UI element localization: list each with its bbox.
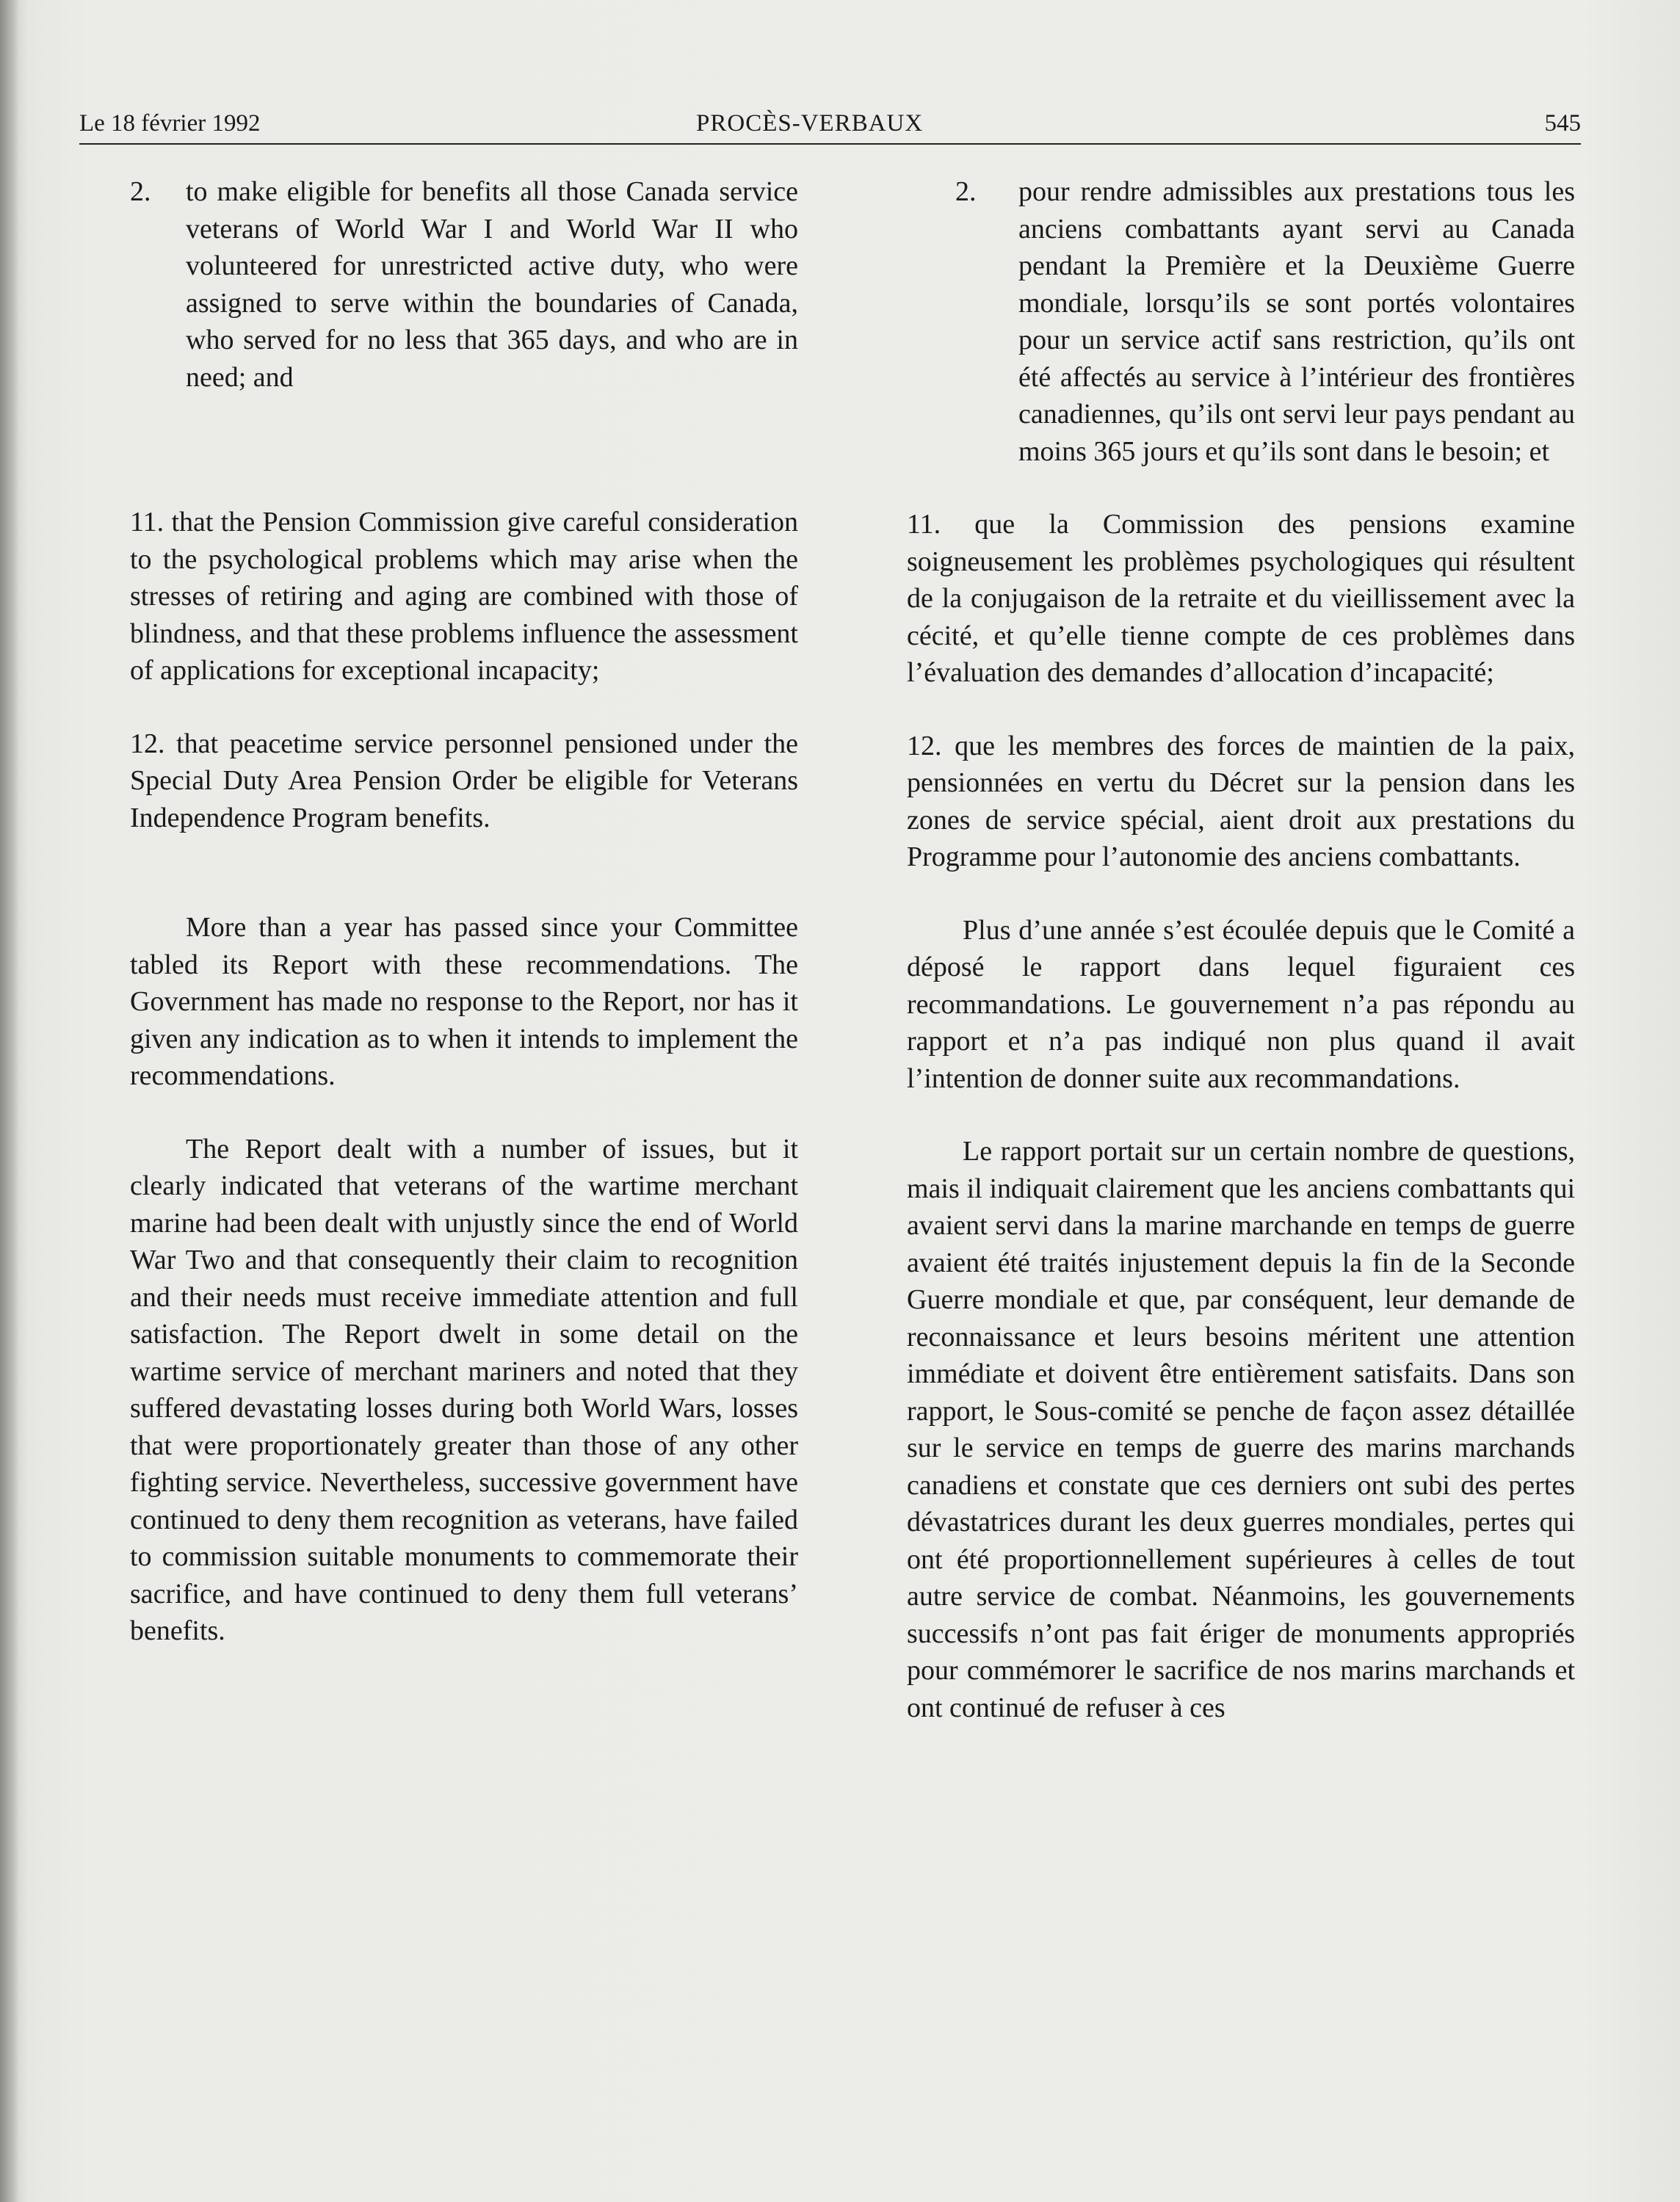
recommendation-11-en (130, 504, 798, 689)
french-column (907, 173, 1575, 1762)
item-text: que la Commission des pensions examine soigneusement les problèmes psychologiques qui résultent de la conjugaison de la retraite et du vieillissement avec la cécité, et qu’elle tienne compte de ces problèmes dans l’évaluation des demandes d’allocation d’incapacité; (907, 509, 1576, 688)
header-page-number: 545 (1544, 110, 1581, 137)
recommendation-2-en (130, 173, 798, 396)
item-number: 12. (907, 730, 942, 761)
recommendation-12-en (130, 725, 798, 837)
recommendation-2-fr (907, 173, 1575, 470)
english-column (130, 173, 798, 1686)
item-text: que les membres des forces de maintien de la paix, pensionnées en vertu du Décret sur la pension dans les zones de service spécial, aient droit aux prestations du Programme pour l’autonomie des anciens combattants. (907, 730, 1575, 872)
paragraph-merchant-marine-fr: Le rapport portait sur un certain nombre de questions, mais il indiquait clairement que les anciens combattants qui avaient servi dans la marine marchande en temps de guerre avaient été traités injustement depuis la fin de la Seconde Guerre mondiale et que, par conséquent, leur demande de reconnaissance et leurs besoins méritent une attention immédiate et doivent être entièrement satisfaits. Dans son rapport, le Sous-comité se penche de façon assez détaillée sur le service en temps de guerre des marins marchands canadiens et constate que ces derniers ont subi des pertes dévastatrices durant les deux guerres mondiales, pertes qui ont été proportionnellement supérieures à celles de tout autre service de combat. Néanmoins, les gouvernements successifs n’ont pas fait ériger de monuments appropriés pour commémorer le sacrifice de nos marins marchands et ont continué de refuser à ces (907, 1136, 1575, 1723)
item-number: 11. (130, 507, 164, 537)
item-text: that peacetime service personnel pensioned under the Special Duty Area Pension Order be eligible for Veterans Independence Program benefits. (130, 728, 798, 833)
item-text: that the Pension Commission give careful consideration to the psychological problems which may arise when the stresses of retiring and aging are combined with those of blindness, and that these problems influence the assessment of applications for exceptional incapacity; (130, 507, 798, 686)
running-header (79, 110, 1581, 142)
header-date: Le 18 février 1992 (79, 110, 261, 137)
header-rule (79, 143, 1581, 145)
binding-shadow (0, 0, 19, 2202)
item-text: pour rendre admissibles aux prestations tous les anciens combattants ayant servi au Canada pendant la Première et la Deuxième Guerre mondiale, lorsqu’ils se sont portés volontaires pour un service actif sans restriction, qu’ils ont été affectés au service à l’intérieur des frontières canadiennes, qu’ils ont servi leur pays pendant au moins 365 jours et qu’ils sont dans le besoin; et (1018, 176, 1575, 467)
recommendation-11-fr (907, 506, 1575, 692)
item-number: 11. (907, 509, 941, 540)
item-number: 2. (130, 176, 151, 207)
item-text: to make eligible for benefits all those Canada service veterans of World War I and World War II who volunteered for unrestricted active duty, who were assigned to serve within the boundaries of Canada, who served for no less that 365 days, and who are in need; and (186, 176, 798, 393)
header-title: PROCÈS-VERBAUX (696, 110, 924, 137)
item-number: 2. (955, 176, 977, 207)
paragraph-report-tabled-fr: Plus d’une année s’est écoulée depuis que le Comité a déposé le rapport dans lequel figuraient ces recommandations. Le gouvernement n’a pas répondu au rapport et n’a pas indiqué non plus quand il avait l’intention de donner suite aux recommandations. (907, 914, 1575, 1094)
item-number: 12. (130, 728, 165, 759)
paragraph-report-tabled-en: More than a year has passed since your Committee tabled its Report with these recommendations. The Government has made no response to the Report, nor has it given any indication as to when it intends to implement the recommendations. (130, 912, 798, 1091)
paragraph-merchant-marine-en: The Report dealt with a number of issues, but it clearly indicated that veterans of the wartime merchant marine had been dealt with unjustly since the end of World War Two and that consequently their claim to recognition and their needs must receive immediate attention and full satisfaction. The Report dwelt in some detail on the wartime service of merchant mariners and noted that they suffered devastating losses during both World Wars, losses that were proportionately greater than those of any other fighting service. Nevertheless, successive government have continued to deny them recognition as veterans, have failed to commission suitable monuments to commemorate their sacrifice, and have continued to deny them full veterans’ benefits. (130, 1133, 798, 1646)
recommendation-12-fr (907, 728, 1575, 876)
